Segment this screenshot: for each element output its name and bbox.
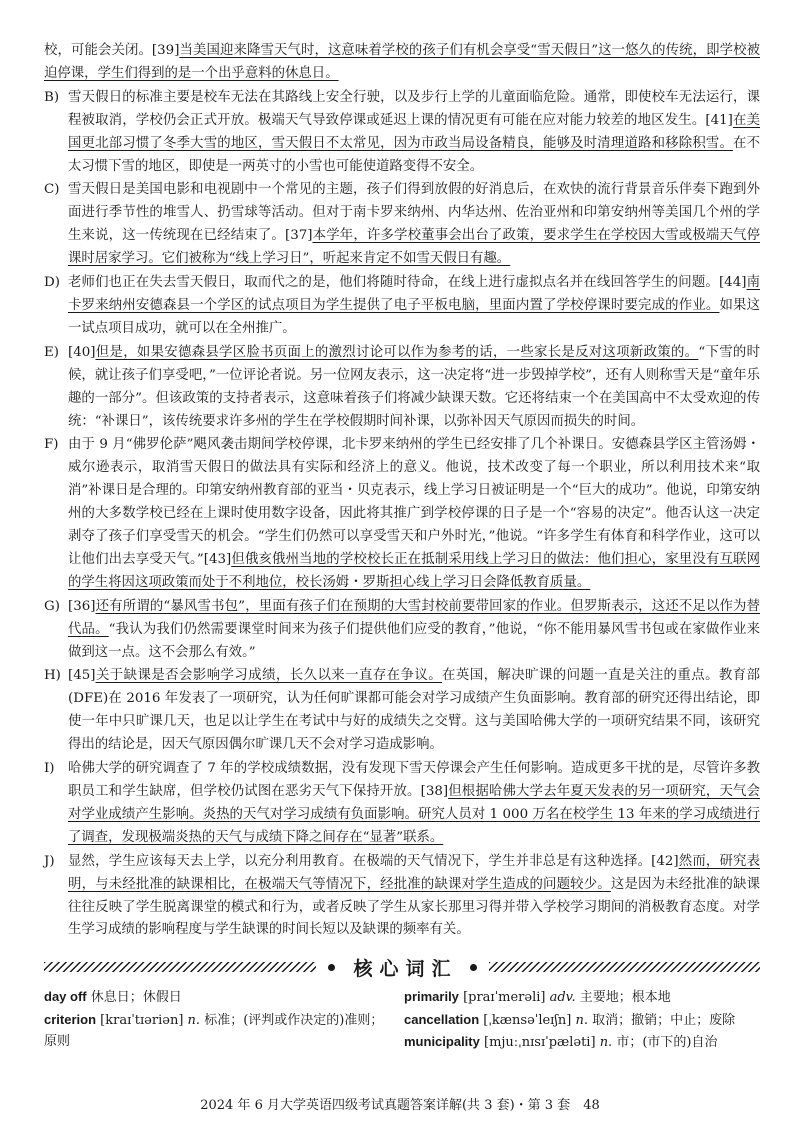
vocab-word: cancellation (404, 1011, 480, 1027)
vocab-phonetic: [kraɪˈtɪəriən] (100, 1012, 184, 1028)
paragraph-i: I) 哈佛大学的研究调查了 7 年的学校成绩数据，没有发现下雪天停课会产生任何影响。造成更多干扰的是，尽管许多教职员工和学生缺席，但学校仍试图在恶劣天气下保持开放。[38]但根据哈佛大学去年夏天发表的另一项研究，天气会对学业成绩产生影响。炎热的天气对学习成绩有负面影响。研究人员对 1 000 万名在校学生 13 年来的学习成绩进行了调查，发现极端炎热的天气与成绩下降之间存在“显著”联系。 (44, 758, 760, 850)
decorative-stripes-right (489, 962, 761, 972)
page-footer: 2024 年 6 月大学英语四级考试真题答案详解(共 3 套)・第 3 套 48 (200, 1098, 600, 1113)
vocab-entry (44, 986, 384, 1009)
vocab-entry (44, 1009, 384, 1053)
vocab-pos: n. (575, 1012, 588, 1028)
decorative-stripes-left (44, 962, 316, 972)
bullet-dot-icon (470, 964, 477, 971)
vocab-word: primarily (404, 989, 459, 1005)
paragraph-e: E) [40]但是，如果安德森县学区脸书页面上的激烈讨论可以作为参考的话，一些家长是反对这项新政策的。“下雪的时候，就让孩子们享受吧，”一位评论者说。另一位网友表示，这一决定将“进一步毁掉学校”，还有人则称雪天是“童年乐趣的一部分”。但该政策的支持者表示，这意味着孩子们将减少缺课天数。它还将结束一个在美国高中不太受欢迎的传统：“补课日”，该传统要求许多州的学生在学校假期时间补课，以弥补因天气原因而损失的时间。 (44, 342, 760, 434)
article-body (44, 40, 760, 1054)
vocab-entry (404, 986, 760, 1009)
intro-underlined: 当美国迎来降雪天气时，这意味着学校的孩子们有机会享受“雪天假日”这一悠久的传统，即学校被迫停课，学生们得到的是一个出乎意料的休息日。 (44, 43, 760, 81)
paragraph-label: J) (44, 853, 55, 869)
paragraph-label: I) (44, 761, 55, 777)
vocab-definition: 休息日；休假日 (90, 990, 182, 1006)
vocab-entry (404, 1031, 760, 1054)
vocab-entry (404, 1009, 760, 1032)
vocab-phonetic: [mjuːˌnɪsɪˈpæləti] (484, 1035, 596, 1051)
paragraph-label: D) (44, 275, 60, 291)
paragraph-j: J) 显然，学生应该每天去上学，以充分利用教育。在极端的天气情况下，学生并非总是有这种选择。[42]然而，研究表明，与未经批准的缺课相比，在极端天气等情况下，经批准的缺课对学生造成的问题较少。这是因为未经批准的缺课往往反映了学生脱离课堂的模式和行为，或者反映了学生从家长那里习得并带入学校学习期间的消极教育态度。对学生学习成绩的影响程度与学生缺课的时间长短以及缺课的频率有关。 (44, 851, 760, 943)
paragraph-label: E) (44, 344, 59, 360)
vocab-definition: 主要地；根本地 (579, 990, 671, 1006)
vocab-pos: adv. (549, 990, 576, 1006)
paragraph-g: G) [36]还有所谓的“暴风雪书包”，里面有孩子们在预期的大雪封校前要带回家的作业。但罗斯表示，这还不足以作为替代品。“我认为我们仍然需要课堂时间来为孩子们提供他们应受的教育，”他说，“你不能用暴风雪书包或在家做作业来做到这一点。这不会那么有效。” (44, 596, 760, 665)
intro-paragraph (44, 40, 760, 86)
vocab-title: 核心词汇 (353, 957, 458, 980)
paragraph-f: F) 由于 9 月“佛罗伦萨”飓风袭击期间学校停课，北卡罗来纳州的学生已经安排了几个补课日。安德森县学区主管汤姆・威尔逊表示，取消雪天假日的做法具有实际和经济上的意义。他说，技术改变了每一个职业，所以利用技术来“取消”补课日是合理的。印第安纳州教育部的亚当・贝克表示，线上学习日被证明是一个“巨大的成功”。他说，印第安纳州的大多数学校已经在上课时使用数字设备，因此将其推广到学校停课的日子是一个“容易的决定”。他否认这一决定剥夺了孩子们享受雪天的机会。“学生们仍然可以享受雪天和户外时光，”他说。“许多学生有体育和科学作业，这可以让他们出去享受天气。”[43]但俄亥俄州当地的学校校长正在抵制采用线上学习日的做法：他们担心，家里没有互联网的学生将因这项政策而处于不利地位，校长汤姆・罗斯担心线上学习日会降低教育质量。 (44, 434, 760, 594)
paragraph-d: D) 老师们也正在失去雪天假日，取而代之的是，他们将随时待命，在线上进行虚拟点名并在线回答学生的问题。[44]南卡罗来纳州安德森县一个学区的试点项目为学生提供了电子平板电脑，里面内置了学校停课时要完成的作业。如果这一试点项目成功，就可以在全州推广。 (44, 272, 760, 341)
paragraph-h: H) [45]关于缺课是否会影响学习成绩，长久以来一直存在争议。在英国，解决旷课的问题一直是关注的重点。教育部(DFE)在 2016 年发表了一项研究，认为任何旷课都可能会对学习成绩产生负面影响。教育部的研究还得出结论，即使一年中只旷课几天，也足以让学生在考试中与好的成绩失之交臂。这与美国哈佛大学的一项研究结果不同，该研究得出的结论是，因天气原因偶尔旷课几天不会对学习造成影响。 (44, 665, 760, 757)
vocab-list (44, 986, 760, 1054)
vocab-definition: 标准；(评判或作决定的)准则；原则 (44, 1012, 384, 1050)
paragraph-c: C) 雪天假日是美国电影和电视剧中一个常见的主题，孩子们得到放假的好消息后，在欢快的流行背景音乐伴奏下跑到外面进行季节性的堆雪人、扔雪球等活动。但对于南卡罗来纳州、内华达州、佐治亚州和印第安纳州等美国几个州的学生来说，这一传统现在已经结束了。[37]本学年，许多学校董事会出台了政策，要求学生在学校因大雪或极端天气停课时居家学习。它们被称为“线上学习日”，听起来肯定不如雪天假日有趣。 (44, 179, 760, 271)
vocab-pos: n. (599, 1035, 613, 1051)
paragraph-label: H) (44, 668, 61, 684)
vocab-pos: n. (187, 1012, 201, 1028)
paragraph-label: B) (44, 89, 60, 105)
vocab-phonetic: [ˌkænsəˈleɪʃn] (483, 1012, 572, 1028)
bullet-dot-icon (328, 964, 335, 971)
vocab-section-header (44, 954, 760, 980)
vocab-word: municipality (404, 1034, 480, 1050)
paragraph-label: F) (44, 437, 59, 453)
vocab-column-left (44, 986, 384, 1054)
vocab-phonetic: [praɪˈmerəli] (463, 990, 546, 1006)
vocab-word: criterion (44, 1011, 97, 1027)
intro-text: 校，可能会关闭。[39] (44, 43, 180, 58)
vocab-definition: 取消；撤销；中止；废除 (592, 1012, 736, 1028)
vocab-column-right (404, 986, 760, 1054)
paragraph-label: G) (44, 598, 60, 614)
paragraph-b: B) 雪天假日的标准主要是校车无法在其路线上安全行驶，以及步行上学的儿童面临危险。通常，即使校车无法运行，课程被取消，学校仍会正式开放。极端天气导致停课或延迟上课的情况更有可能在应对能力较差的地区发生。[41]在美国更北部习惯了冬季大雪的地区，雪天假日不太常见，因为市政当局设备精良，能够及时清理道路和移除积雪。在不太习惯下雪的地区，即使是一两英寸的小雪也可能使道路变得不安全。 (44, 87, 760, 179)
vocab-definition: 市；(市下的)自治 (616, 1035, 718, 1051)
paragraph-label: C) (44, 182, 60, 198)
vocab-word: day off (44, 989, 87, 1005)
